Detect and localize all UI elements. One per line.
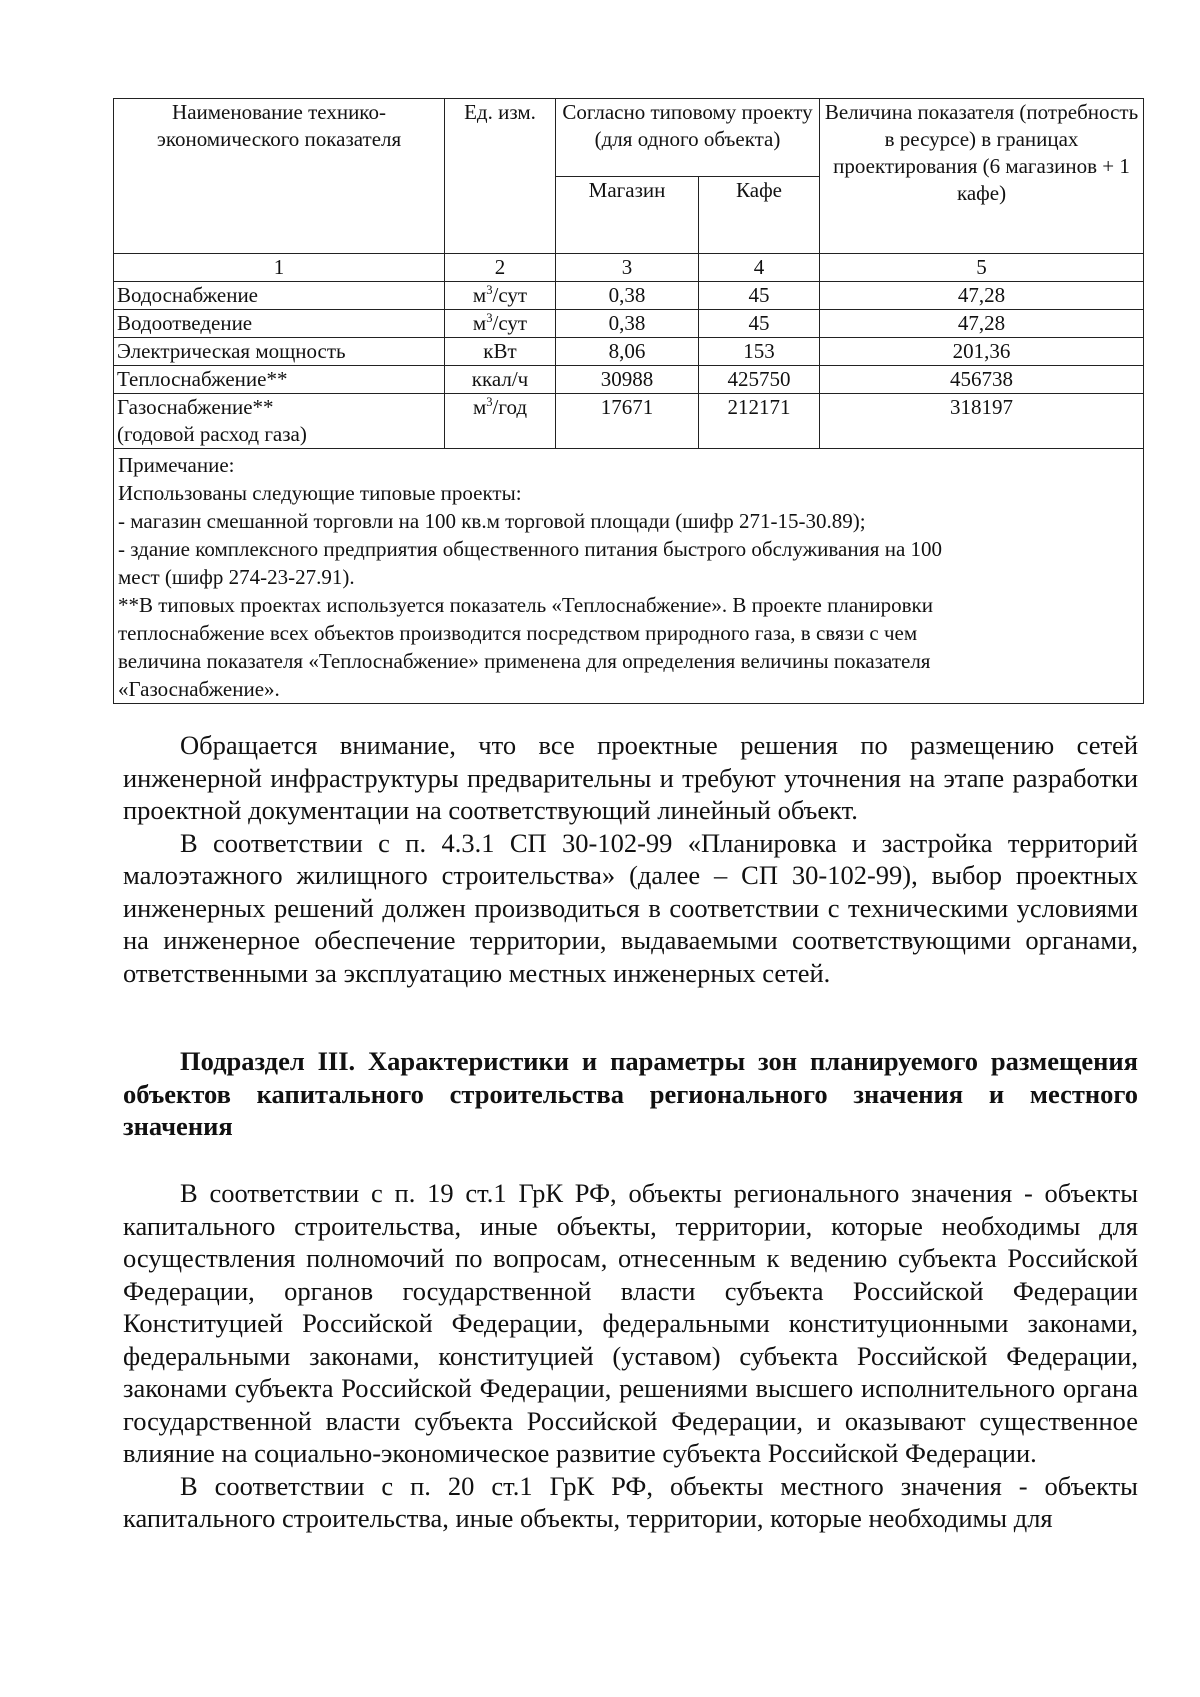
note-line: - магазин смешанной торговли на 100 кв.м торговой площади (шифр 271-15-30.89); (118, 509, 866, 533)
header-indicator-name: Наименование технико-экономического показателя (114, 99, 445, 254)
note-title: Примечание: (118, 453, 235, 477)
paragraph: В соответствии с п. 4.3.1 СП 30-102-99 «Планировка и застройка территорий малоэтажного жилищного строительства» (далее – СП 30-102-99), выбор проектных инженерных решений должен производиться в соответствии с техническими условиями на инженерное обеспечение территории, выдаваемыми соответствующими органами, ответственными за эксплуатацию местных инженерных сетей. (123, 827, 1138, 988)
table-row (114, 366, 1144, 394)
indicator-unit: ккал/ч (445, 366, 556, 394)
shop-value: 17671 (556, 394, 699, 449)
body-section-b (123, 1177, 1138, 1535)
indicator-unit: $м^3$/сут (445, 310, 556, 338)
table-note-row (114, 449, 1144, 704)
header-shop: Магазин (556, 177, 699, 254)
indicator-unit: $м^3$/сут (445, 282, 556, 310)
column-number: 5 (820, 254, 1144, 282)
total-value: 318197 (820, 394, 1144, 449)
header-typical-project: Согласно типовому проекту (для одного объекта) (556, 99, 820, 177)
table-row (114, 394, 1144, 449)
total-value: 47,28 (820, 282, 1144, 310)
column-number: 1 (114, 254, 445, 282)
shop-value: 8,06 (556, 338, 699, 366)
paragraph: Обращается внимание, что все проектные решения по размещению сетей инженерной инфраструктуры предварительны и требуют уточнения на этапе разработки проектной документации на соответствующий линейный объект. (123, 730, 1138, 825)
total-value: 201,36 (820, 338, 1144, 366)
section-heading: Подраздел III. Характеристики и параметры зон планируемого размещения объектов капитального строительства регионального значения и местного значения (123, 1046, 1138, 1141)
cafe-value: 425750 (699, 366, 820, 394)
note-line: **В типовых проектах используется показатель «Теплоснабжение». В проекте планировки (118, 593, 933, 617)
note-line: величина показателя «Теплоснабжение» применена для определения величины показателя (118, 649, 931, 673)
note-line: - здание комплексного предприятия общественного питания быстрого обслуживания на 100 (118, 537, 943, 561)
note-line: мест (шифр 274-23-27.91). (118, 565, 355, 589)
header-unit: Ед. изм. (445, 99, 556, 254)
column-number-row (114, 254, 1144, 282)
shop-value: 0,38 (556, 310, 699, 338)
indicator-name: Электрическая мощность (114, 338, 445, 366)
total-value: 47,28 (820, 310, 1144, 338)
table-row (114, 338, 1144, 366)
note-line: «Газоснабжение». (118, 677, 280, 701)
paragraph: В соответствии с п. 20 ст.1 ГрК РФ, объекты местного значения - объекты капитального строительства, иные объекты, территории, которые необходимы для (123, 1470, 1138, 1533)
column-number: 2 (445, 254, 556, 282)
table-header-row (114, 99, 1144, 177)
body-section-a (123, 729, 1138, 989)
shop-value: 0,38 (556, 282, 699, 310)
indicator-name: Водоотведение (114, 310, 445, 338)
cafe-value: 153 (699, 338, 820, 366)
indicator-unit: кВт (445, 338, 556, 366)
indicators-table (113, 98, 1144, 704)
total-value: 456738 (820, 366, 1144, 394)
table-row (114, 310, 1144, 338)
indicator-name: Газоснабжение** (годовой расход газа) (114, 394, 445, 449)
cafe-value: 45 (699, 282, 820, 310)
paragraph: В соответствии с п. 19 ст.1 ГрК РФ, объекты регионального значения - объекты капитального строительства, иные объекты, территории, которые необходимы для осуществления полномочий по вопросам, отнесенным к ведению субъекта Российской Федерации, органов государственной власти субъекта Российской Федерации Конституцией Российской Федерации, федеральными конституционными законами, федеральными законами, конституцией (уставом) субъекта Российской Федерации, законами субъекта Российской Федерации, решениями высшего исполнительного органа государственной власти субъекта Российской Федерации, и оказывают существенное влияние на социально-экономическое развитие субъекта Российской Федерации. (123, 1178, 1138, 1468)
table-row (114, 282, 1144, 310)
indicator-unit: $м^3$/год (445, 394, 556, 449)
note-line: Использованы следующие типовые проекты: (118, 481, 522, 505)
indicator-name: Теплоснабжение** (114, 366, 445, 394)
note-line: теплоснабжение всех объектов производится посредством природного газа, в связи с чем (118, 621, 918, 645)
column-number: 4 (699, 254, 820, 282)
header-total-value: Величина показателя (потребность в ресурсе) в границах проектирования (6 магазинов + 1 кафе) (820, 99, 1144, 254)
cafe-value: 212171 (699, 394, 820, 449)
column-number: 3 (556, 254, 699, 282)
indicator-name: Водоснабжение (114, 282, 445, 310)
cafe-value: 45 (699, 310, 820, 338)
shop-value: 30988 (556, 366, 699, 394)
table-note (114, 449, 1144, 704)
header-cafe: Кафе (699, 177, 820, 254)
